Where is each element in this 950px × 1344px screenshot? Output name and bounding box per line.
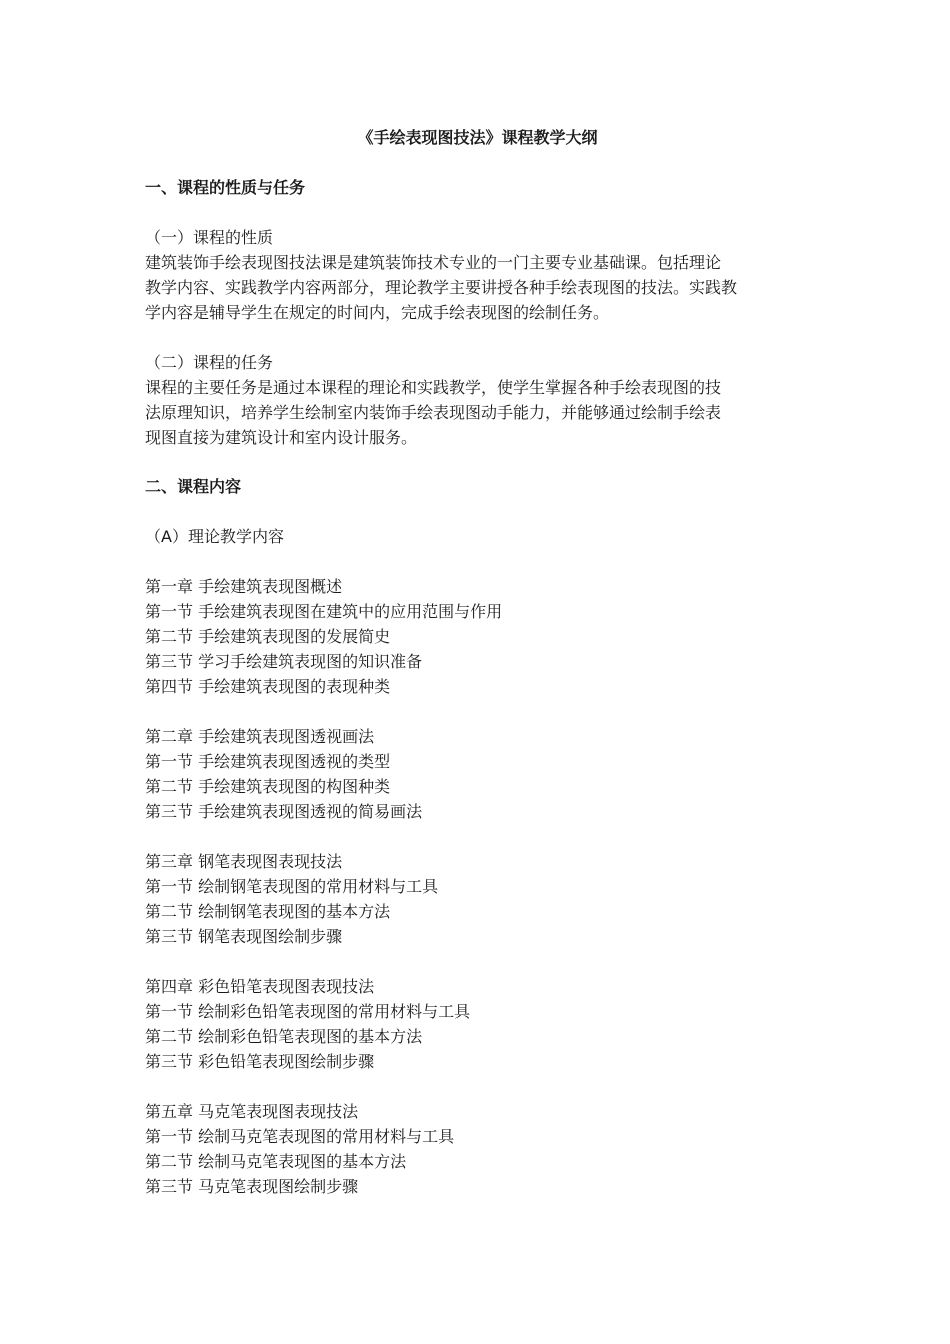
chapter-5 xyxy=(145,1099,810,1199)
section-heading-course-content: 二、课程内容 xyxy=(145,477,242,496)
subheading-theory-block xyxy=(145,524,810,549)
document-body xyxy=(145,126,810,1224)
chapter-section: 第一节 手绘建筑表现图在建筑中的应用范围与作用 xyxy=(145,602,503,621)
chapter-section: 第三节 马克笔表现图绘制步骤 xyxy=(145,1177,359,1196)
chapter-title: 第一章 手绘建筑表现图概述 xyxy=(145,577,343,596)
chapter-section: 第二节 手绘建筑表现图的构图种类 xyxy=(145,777,391,796)
chapter-section: 第三节 彩色铅笔表现图绘制步骤 xyxy=(145,1052,375,1071)
section-heading-nature-and-task: 一、课程的性质与任务 xyxy=(145,178,306,197)
chapter-title: 第三章 钢笔表现图表现技法 xyxy=(145,852,343,871)
paragraph-line: 课程的主要任务是通过本课程的理论和实践教学，使学生掌握各种手绘表现图的技 xyxy=(145,378,722,397)
paragraph-line: 法原理知识，培养学生绘制室内装饰手绘表现图动手能力，并能够通过绘制手绘表 xyxy=(145,403,722,422)
chapter-2 xyxy=(145,724,810,824)
subsection-course-task xyxy=(145,350,810,450)
chapter-section: 第一节 绘制马克笔表现图的常用材料与工具 xyxy=(145,1127,455,1146)
subheading-theory-content: （A）理论教学内容 xyxy=(145,527,284,546)
chapter-section: 第一节 手绘建筑表现图透视的类型 xyxy=(145,752,391,771)
paragraph-line: 现图直接为建筑设计和室内设计服务。 xyxy=(145,428,418,447)
chapter-title: 第五章 马克笔表现图表现技法 xyxy=(145,1102,359,1121)
chapter-section: 第二节 绘制彩色铅笔表现图的基本方法 xyxy=(145,1027,423,1046)
subheading-course-nature: （一）课程的性质 xyxy=(145,228,274,247)
paragraph-line: 建筑装饰手绘表现图技法课是建筑装饰技术专业的一门主要专业基础课。包括理论 xyxy=(145,253,722,272)
chapter-section: 第四节 手绘建筑表现图的表现种类 xyxy=(145,677,391,696)
chapter-1 xyxy=(145,574,810,699)
chapter-section: 第二节 手绘建筑表现图的发展简史 xyxy=(145,627,391,646)
paragraph-line: 教学内容、实践教学内容两部分，理论教学主要讲授各种手绘表现图的技法。实践教 xyxy=(145,278,738,297)
chapter-section: 第三节 学习手绘建筑表现图的知识准备 xyxy=(145,652,423,671)
chapter-section: 第一节 绘制钢笔表现图的常用材料与工具 xyxy=(145,877,439,896)
document-title: 《手绘表现图技法》课程教学大纲 xyxy=(357,128,598,147)
paragraph-line: 学内容是辅导学生在规定的时间内，完成手绘表现图的绘制任务。 xyxy=(145,303,610,322)
chapter-section: 第二节 绘制马克笔表现图的基本方法 xyxy=(145,1152,407,1171)
chapter-title: 第四章 彩色铅笔表现图表现技法 xyxy=(145,977,375,996)
chapter-3 xyxy=(145,849,810,949)
chapter-section: 第一节 绘制彩色铅笔表现图的常用材料与工具 xyxy=(145,1002,471,1021)
chapter-title: 第二章 手绘建筑表现图透视画法 xyxy=(145,727,375,746)
subheading-course-task: （二）课程的任务 xyxy=(145,353,274,372)
chapter-4 xyxy=(145,974,810,1074)
subsection-course-nature xyxy=(145,225,810,325)
chapter-section: 第三节 手绘建筑表现图透视的简易画法 xyxy=(145,802,423,821)
chapter-section: 第二节 绘制钢笔表现图的基本方法 xyxy=(145,902,391,921)
chapter-section: 第三节 钢笔表现图绘制步骤 xyxy=(145,927,343,946)
